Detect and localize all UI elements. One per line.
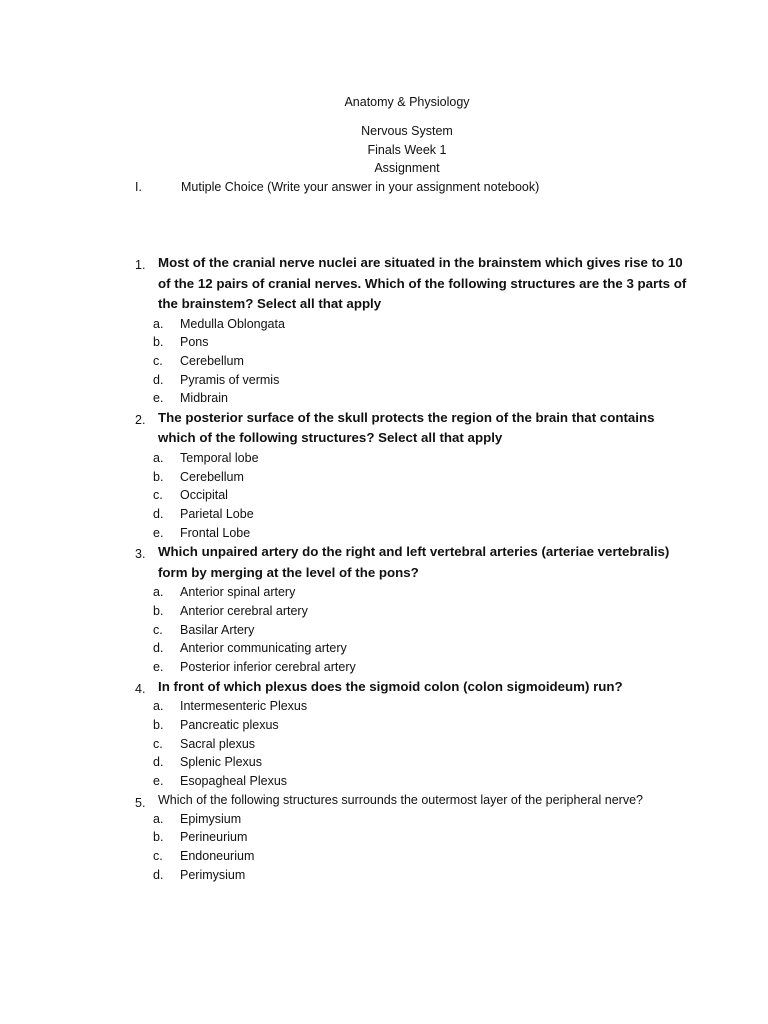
option-letter: a.	[153, 699, 164, 714]
option-text: Pyramis of vermis	[180, 372, 280, 387]
option-text: Anterior spinal artery	[180, 585, 296, 600]
option-text: Medulla Oblongata	[180, 316, 285, 331]
option-letter: a.	[153, 811, 164, 826]
option-item	[135, 716, 695, 735]
option-list	[135, 810, 695, 885]
option-item	[135, 505, 695, 524]
option-item	[135, 639, 695, 658]
option-letter: d.	[153, 372, 164, 387]
option-letter: a.	[153, 585, 164, 600]
document-subtitle-topic: Nervous System	[361, 124, 453, 138]
option-item	[135, 866, 695, 885]
question-1	[135, 253, 695, 408]
option-letter: e.	[153, 774, 164, 789]
question-2	[135, 408, 695, 542]
option-letter: d.	[153, 755, 164, 770]
option-letter: a.	[153, 316, 164, 331]
option-item	[135, 486, 695, 505]
question-3	[135, 542, 695, 676]
option-item	[135, 371, 695, 390]
question-number: 3.	[135, 547, 146, 562]
option-letter: d.	[153, 507, 164, 521]
option-text: Temporal lobe	[180, 450, 259, 465]
option-text: Intermesenteric Plexus	[180, 699, 308, 714]
option-text: Pancreatic plexus	[180, 718, 279, 732]
question-text: Which of the following structures surrounds the outermost layer of the peripheral nerve?	[158, 792, 643, 807]
section-instructions: Mutiple Choice (Write your answer in your assignment notebook)	[181, 180, 540, 194]
option-text: Cerebellum	[180, 469, 244, 484]
option-item	[135, 621, 695, 640]
option-text: Endoneurium	[180, 849, 255, 864]
question-number: 1.	[135, 258, 146, 272]
option-item	[135, 583, 695, 602]
option-letter: e.	[153, 525, 164, 540]
option-text: Basilar Artery	[180, 622, 255, 637]
option-text: Pons	[180, 335, 209, 350]
question-number: 4.	[135, 681, 146, 696]
option-letter: c.	[153, 353, 163, 368]
option-item	[135, 658, 695, 677]
option-text: Perineurium	[180, 830, 248, 845]
option-letter: b.	[153, 830, 164, 845]
option-item	[135, 828, 695, 847]
option-item	[135, 315, 695, 334]
option-text: Posterior inferior cerebral artery	[180, 660, 356, 675]
option-letter: b.	[153, 604, 164, 619]
option-letter: c.	[153, 622, 163, 637]
option-letter: b.	[153, 718, 164, 732]
question-4	[135, 677, 695, 791]
option-text: Frontal Lobe	[180, 525, 251, 540]
option-item	[135, 352, 695, 371]
option-item	[135, 333, 695, 352]
option-text: Esopagheal Plexus	[180, 774, 288, 789]
option-text: Occipital	[180, 488, 228, 503]
option-item	[135, 468, 695, 487]
option-item	[135, 524, 695, 543]
option-item	[135, 697, 695, 716]
option-letter: e.	[153, 391, 164, 406]
question-number: 5.	[135, 795, 146, 810]
option-letter: b.	[153, 335, 164, 350]
option-text: Perimysium	[180, 867, 246, 882]
document-subtitle-type: Assignment	[374, 161, 440, 175]
option-item	[135, 735, 695, 754]
option-item	[135, 847, 695, 866]
option-item	[135, 389, 695, 408]
question-text: Most of the cranial nerve nuclei are situated in the brainstem which gives rise to 10 of the 12 pairs of cranial nerves. Which of the following structures are the 3 parts of the brainstem? Select all that apply	[158, 255, 687, 311]
document-title: Anatomy & Physiology	[344, 95, 470, 109]
option-letter: c.	[153, 488, 163, 503]
option-text: Midbrain	[180, 391, 228, 406]
option-letter: d.	[153, 867, 164, 882]
option-text: Cerebellum	[180, 353, 244, 368]
option-text: Anterior cerebral artery	[180, 604, 308, 619]
option-letter: e.	[153, 660, 164, 675]
option-list	[135, 583, 695, 676]
option-letter: b.	[153, 469, 164, 484]
option-letter: d.	[153, 641, 164, 656]
option-item	[135, 602, 695, 621]
section-numeral: I.	[135, 180, 142, 194]
option-item	[135, 810, 695, 829]
option-letter: c.	[153, 736, 163, 751]
question-number: 2.	[135, 412, 146, 427]
option-item	[135, 449, 695, 468]
question-text: Which unpaired artery do the right and left vertebral arteries (arteriae vertebralis) form by merging at the level of the pons?	[158, 544, 670, 580]
option-list	[135, 449, 695, 542]
option-item	[135, 753, 695, 772]
option-text: Anterior communicating artery	[180, 641, 347, 656]
option-text: Parietal Lobe	[180, 507, 254, 521]
option-list	[135, 697, 695, 790]
option-text: Sacral plexus	[180, 736, 256, 751]
option-list	[135, 315, 695, 408]
option-letter: c.	[153, 849, 163, 864]
option-item	[135, 772, 695, 791]
question-5	[135, 791, 695, 885]
question-text: In front of which plexus does the sigmoid colon (colon sigmoideum) run?	[158, 678, 623, 694]
question-list	[135, 253, 695, 885]
option-text: Splenic Plexus	[180, 755, 262, 770]
question-text: The posterior surface of the skull protects the region of the brain that contains which of the following structures? Select all that apply	[158, 409, 655, 446]
option-text: Epimysium	[180, 811, 242, 826]
document-subtitle-week: Finals Week 1	[367, 143, 447, 157]
option-letter: a.	[153, 450, 164, 465]
